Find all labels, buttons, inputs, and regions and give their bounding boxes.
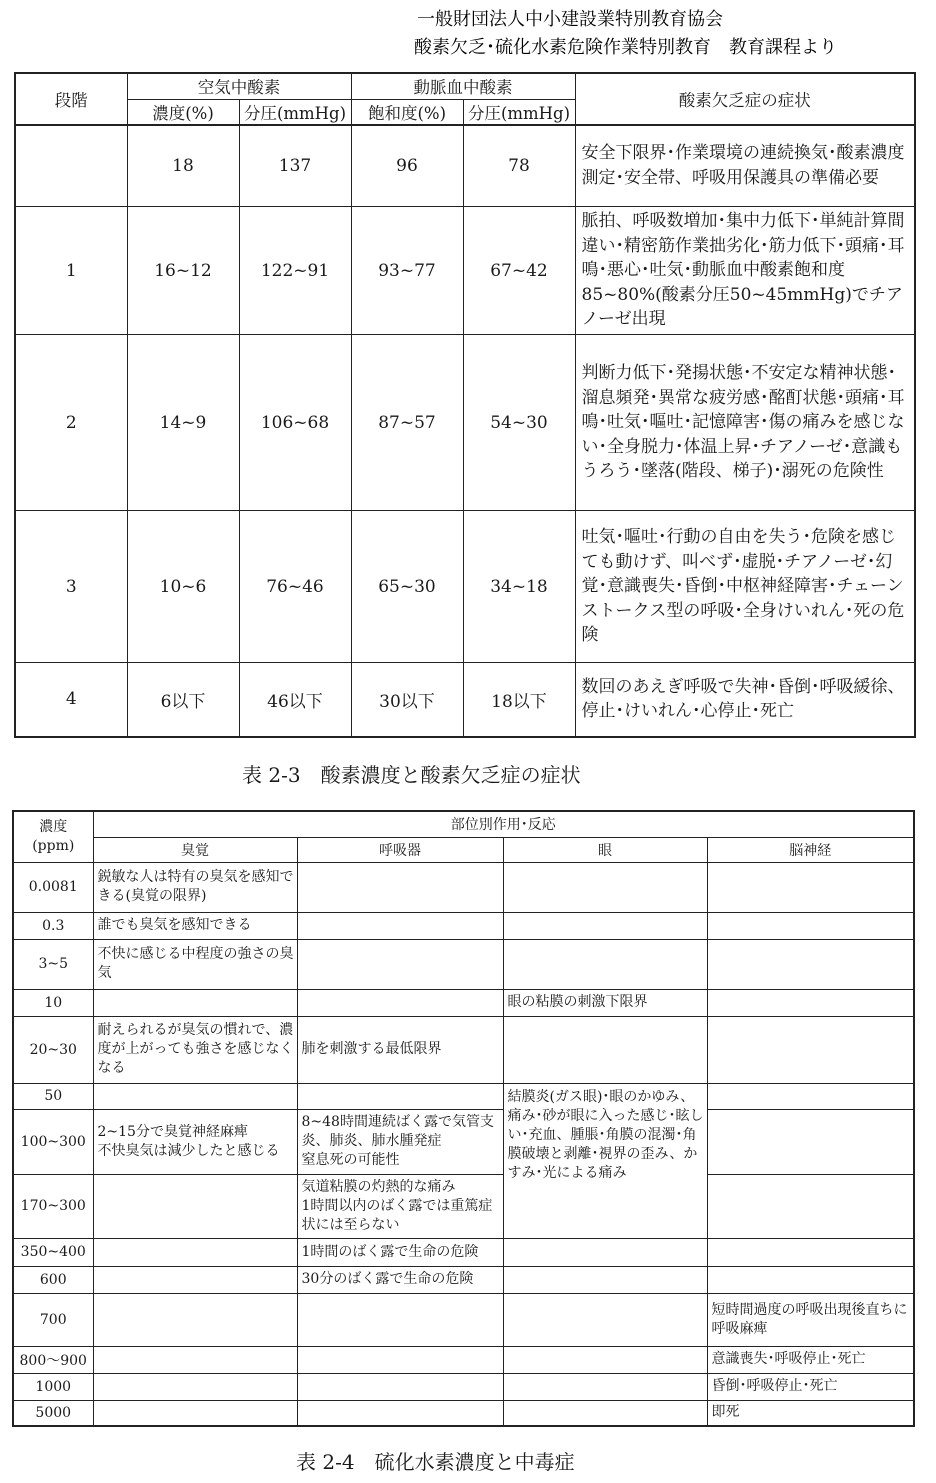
saturation-cell: 30以下 bbox=[351, 663, 463, 737]
saturation-cell: 87~57 bbox=[351, 335, 463, 511]
concentration-cell: 20~30 bbox=[13, 1016, 93, 1083]
hydrogen-sulfide-table bbox=[12, 810, 915, 1427]
smell-cell bbox=[93, 1293, 297, 1346]
header-concentration bbox=[13, 811, 93, 862]
smell-cell bbox=[93, 1174, 297, 1238]
smell-cell: 耐えられるが臭気の慣れで、濃度が上がっても強さを感じなくなる bbox=[93, 1016, 297, 1083]
smell-cell bbox=[93, 1400, 297, 1426]
stage-cell: 3 bbox=[15, 511, 127, 663]
respiratory-cell: 30分のばく露で生命の危険 bbox=[297, 1266, 503, 1293]
respiratory-cell bbox=[297, 1400, 503, 1426]
table-row bbox=[13, 912, 914, 939]
respiratory-cell bbox=[297, 912, 503, 939]
header-saturation: 飽和度(%) bbox=[351, 99, 463, 125]
table-row bbox=[15, 663, 915, 737]
smell-cell bbox=[93, 1083, 297, 1109]
source-note bbox=[414, 6, 929, 62]
header-brain: 脳神経 bbox=[707, 837, 914, 862]
table-row bbox=[13, 1400, 914, 1426]
eye-cell bbox=[503, 1016, 707, 1083]
table-row bbox=[13, 1016, 914, 1083]
smell-cell bbox=[93, 1346, 297, 1373]
header-air-oxygen: 空気中酸素 bbox=[127, 73, 351, 99]
pressure-cell: 106~68 bbox=[239, 335, 351, 511]
concentration-cell: 10 bbox=[13, 989, 93, 1016]
respiratory-cell: 1時間のばく露で生命の危険 bbox=[297, 1238, 503, 1266]
table-row bbox=[13, 1266, 914, 1293]
concentration-cell: 5000 bbox=[13, 1400, 93, 1426]
smell-cell: 誰でも臭気を感知できる bbox=[93, 912, 297, 939]
blood-pressure-cell: 18以下 bbox=[463, 663, 575, 737]
respiratory-cell bbox=[297, 1346, 503, 1373]
stage-cell: 1 bbox=[15, 207, 127, 335]
eye-cell: 眼の粘膜の刺激下限界 bbox=[503, 989, 707, 1016]
header-eye: 眼 bbox=[503, 837, 707, 862]
respiratory-cell bbox=[297, 1083, 503, 1109]
respiratory-cell bbox=[297, 862, 503, 912]
smell-cell: 2~15分で臭覚神経麻痺 不快臭気は減少したと感じる bbox=[93, 1109, 297, 1174]
smell-cell bbox=[93, 1266, 297, 1293]
header-air-partial-pressure: 分圧(mmHg) bbox=[239, 99, 351, 125]
eye-cell bbox=[503, 1266, 707, 1293]
table-row bbox=[15, 125, 915, 207]
header-blood-partial-pressure: 分圧(mmHg) bbox=[463, 99, 575, 125]
respiratory-cell: 8~48時間連続ばく露で気管支炎、肺炎、肺水腫発症 窒息死の可能性 bbox=[297, 1109, 503, 1174]
smell-cell bbox=[93, 989, 297, 1016]
concentration-cell: 6以下 bbox=[127, 663, 239, 737]
saturation-cell: 96 bbox=[351, 125, 463, 207]
concentration-cell: 3~5 bbox=[13, 939, 93, 989]
header-site-effects: 部位別作用･反応 bbox=[93, 811, 914, 837]
stage-cell: 4 bbox=[15, 663, 127, 737]
concentration-cell: 50 bbox=[13, 1083, 93, 1109]
pressure-cell: 137 bbox=[239, 125, 351, 207]
table-row bbox=[15, 207, 915, 335]
smell-cell: 不快に感じる中程度の強さの臭気 bbox=[93, 939, 297, 989]
source-org: 一般財団法人中小建設業特別教育協会 bbox=[417, 9, 723, 30]
eye-cell bbox=[503, 1400, 707, 1426]
header-stage: 段階 bbox=[15, 73, 127, 125]
eye-cell bbox=[503, 1373, 707, 1400]
table-row bbox=[15, 335, 915, 511]
respiratory-cell bbox=[297, 1373, 503, 1400]
brain-cell bbox=[707, 939, 914, 989]
pressure-cell: 122~91 bbox=[239, 207, 351, 335]
respiratory-cell bbox=[297, 1293, 503, 1346]
concentration-cell: 0.0081 bbox=[13, 862, 93, 912]
saturation-cell: 65~30 bbox=[351, 511, 463, 663]
pressure-cell: 46以下 bbox=[239, 663, 351, 737]
concentration-cell: 100~300 bbox=[13, 1109, 93, 1174]
smell-cell: 鋭敏な人は特有の臭気を感知できる(臭覚の限界) bbox=[93, 862, 297, 912]
stage-cell: 2 bbox=[15, 335, 127, 511]
table-row bbox=[13, 1373, 914, 1400]
table-row bbox=[13, 1083, 914, 1109]
table-row bbox=[13, 1293, 914, 1346]
concentration-cell: 18 bbox=[127, 125, 239, 207]
source-course: 酸素欠乏･硫化水素危険作業特別教育 教育課程より bbox=[414, 37, 837, 58]
brain-cell bbox=[707, 1238, 914, 1266]
table-row bbox=[13, 939, 914, 989]
brain-cell bbox=[707, 1016, 914, 1083]
symptoms-cell: 安全下限界･作業環境の連続換気･酸素濃度測定･安全帯、呼吸用保護具の準備必要 bbox=[575, 125, 915, 207]
concentration-cell: 0.3 bbox=[13, 912, 93, 939]
concentration-cell: 16~12 bbox=[127, 207, 239, 335]
concentration-cell: 170~300 bbox=[13, 1174, 93, 1238]
blood-pressure-cell: 78 bbox=[463, 125, 575, 207]
table-row bbox=[13, 1109, 914, 1174]
brain-cell: 短時間過度の呼吸出現後直ちに呼吸麻痺 bbox=[707, 1293, 914, 1346]
pressure-cell: 76~46 bbox=[239, 511, 351, 663]
eye-cell-merged: 結膜炎(ガス眼)･眼のかゆみ、痛み･砂が眼に入った感じ･眩しい･充血、腫脹･角膜の混濁･角膜破壊と剥離･視界の歪み、かすみ･光による痛み bbox=[503, 1083, 707, 1238]
brain-cell bbox=[707, 989, 914, 1016]
header-smell: 臭覚 bbox=[93, 837, 297, 862]
brain-cell: 即死 bbox=[707, 1400, 914, 1426]
respiratory-cell: 肺を刺激する最低限界 bbox=[297, 1016, 503, 1083]
smell-cell bbox=[93, 1238, 297, 1266]
eye-cell bbox=[503, 1293, 707, 1346]
header-concentration-label: 濃度 bbox=[39, 818, 68, 835]
eye-cell bbox=[503, 862, 707, 912]
brain-cell bbox=[707, 1266, 914, 1293]
concentration-cell: 700 bbox=[13, 1293, 93, 1346]
respiratory-cell bbox=[297, 939, 503, 989]
brain-cell bbox=[707, 1083, 914, 1109]
symptoms-cell: 脈拍、呼吸数増加･集中力低下･単純計算間違い･精密筋作業拙劣化･筋力低下･頭痛･耳鳴･悪心･吐気･動脈血中酸素飽和度85~80%(酸素分圧50~45mmHg)でチアノーゼ出現 bbox=[575, 207, 915, 335]
symptoms-cell: 判断力低下･発揚状態･不安定な精神状態･溜息頻発･異常な疲労感･酩酊状態･頭痛･耳鳴･吐気･嘔吐･記憶障害･傷の痛みを感じない･全身脱力･体温上昇･チアノーゼ･意識もうろう･墜落(階段、梯子)･溺死の危険性 bbox=[575, 335, 915, 511]
blood-pressure-cell: 67~42 bbox=[463, 207, 575, 335]
concentration-cell: 1000 bbox=[13, 1373, 93, 1400]
table-row bbox=[15, 511, 915, 663]
brain-cell: 昏倒･呼吸停止･死亡 bbox=[707, 1373, 914, 1400]
concentration-cell: 800～900 bbox=[13, 1346, 93, 1373]
table-2-3-caption: 表 2-3 酸素濃度と酸素欠乏症の症状 bbox=[242, 763, 581, 787]
table-row bbox=[13, 1346, 914, 1373]
eye-cell bbox=[503, 1346, 707, 1373]
stage-cell bbox=[15, 125, 127, 207]
respiratory-cell bbox=[297, 989, 503, 1016]
concentration-cell: 350~400 bbox=[13, 1238, 93, 1266]
table-row bbox=[13, 1238, 914, 1266]
saturation-cell: 93~77 bbox=[351, 207, 463, 335]
header-respiratory: 呼吸器 bbox=[297, 837, 503, 862]
concentration-cell: 600 bbox=[13, 1266, 93, 1293]
concentration-cell: 10~6 bbox=[127, 511, 239, 663]
table-2-4-caption: 表 2-4 硫化水素濃度と中毒症 bbox=[296, 1450, 575, 1474]
eye-cell bbox=[503, 1238, 707, 1266]
brain-cell bbox=[707, 912, 914, 939]
table-row bbox=[13, 989, 914, 1016]
blood-pressure-cell: 54~30 bbox=[463, 335, 575, 511]
header-symptoms: 酸素欠乏症の症状 bbox=[575, 73, 915, 125]
header-concentration: 濃度(%) bbox=[127, 99, 239, 125]
header-blood-oxygen: 動脈血中酸素 bbox=[351, 73, 575, 99]
eye-cell bbox=[503, 912, 707, 939]
brain-cell bbox=[707, 1109, 914, 1174]
table-row bbox=[13, 862, 914, 912]
eye-cell bbox=[503, 939, 707, 989]
symptoms-cell: 数回のあえぎ呼吸で失神･昏倒･呼吸緩徐、停止･けいれん･心停止･死亡 bbox=[575, 663, 915, 737]
table-row bbox=[13, 1174, 914, 1238]
brain-cell: 意識喪失･呼吸停止･死亡 bbox=[707, 1346, 914, 1373]
concentration-cell: 14~9 bbox=[127, 335, 239, 511]
smell-cell bbox=[93, 1373, 297, 1400]
brain-cell bbox=[707, 1174, 914, 1238]
oxygen-deficiency-table bbox=[14, 72, 916, 738]
header-concentration-unit: (ppm) bbox=[32, 837, 75, 854]
brain-cell bbox=[707, 862, 914, 912]
blood-pressure-cell: 34~18 bbox=[463, 511, 575, 663]
respiratory-cell: 気道粘膜の灼熱的な痛み 1時間以内のばく露では重篤症状には至らない bbox=[297, 1174, 503, 1238]
symptoms-cell: 吐気･嘔吐･行動の自由を失う･危険を感じても動けず、叫べず･虚脱･チアノーゼ･幻覚･意識喪失･昏倒･中枢神経障害･チェーンストークス型の呼吸･全身けいれん･死の危険 bbox=[575, 511, 915, 663]
